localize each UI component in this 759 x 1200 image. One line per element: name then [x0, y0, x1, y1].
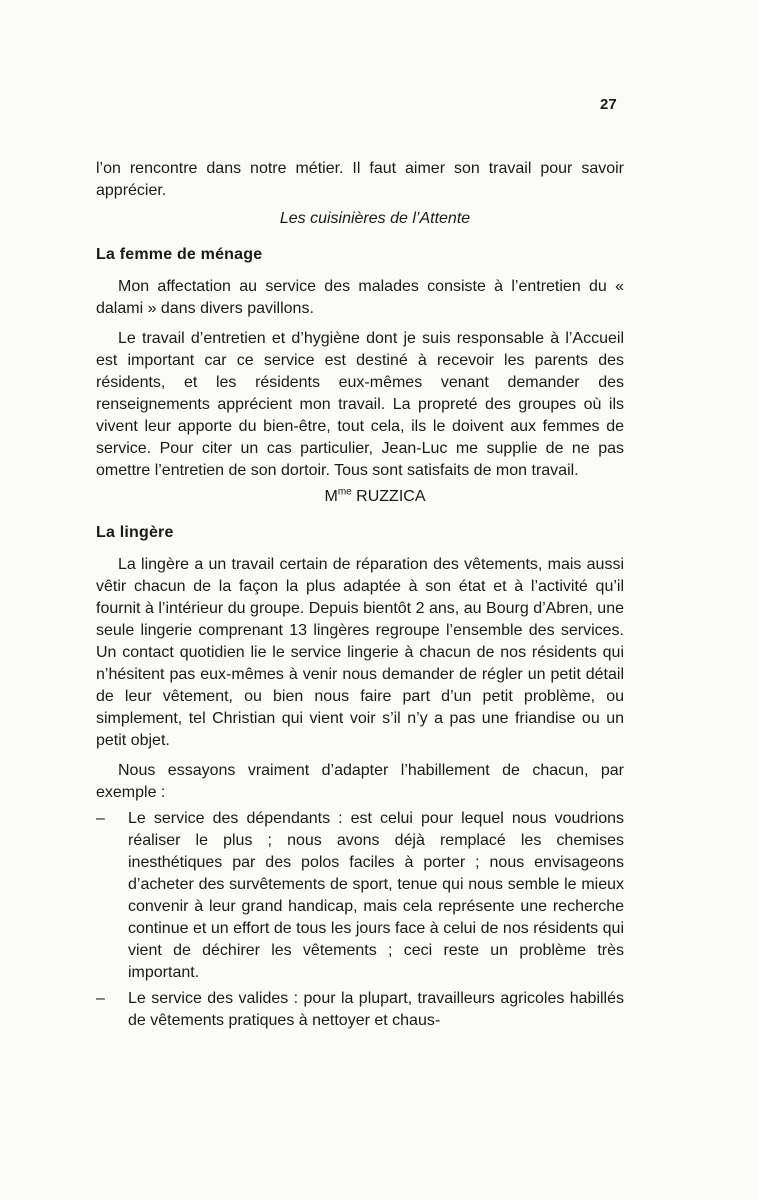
list-item-text: Le service des dépendants : est celui pour lequel nous voudrions réaliser le plus ; nous avons déjà remplacé les chemises inesthétiques par des polos faciles à porter ; nous envisageons d’acheter des survêtements de sport, tenue qui nous semble le mieux convenir à leur grand handicap, mais cela représente une recherche continue et un effort de tous les jours face à celui de nos résidents qui vient de déchirer les vêtements ; ceci reste un problème très important. [128, 810, 624, 981]
list-item [96, 988, 624, 1032]
list-item-text: Le service des valides : pour la plupart, travailleurs agricoles habillés de vêtements pratiques à nettoyer et chaus- [128, 990, 624, 1029]
signature-title: me [337, 486, 352, 498]
lingere-paragraph-1: La lingère a un travail certain de réparation des vêtements, mais aussi vêtir chacun de la façon la plus adaptée à son état et à l’activité qu’il fournit à l’intérieur du groupe. Depuis bientôt 2 ans, au Bourg d’Abren, une seule lingerie comprenant 13 lingères regroupe l’ensemble des services. Un contact quotidien lie le service lingerie à chacun de nos résidents qui n’hésitent pas eux-mêmes à venir nous demander de régler un petit détail de leur vêtement, ou bien nous faire part d’un petit problème, ou simplement, tel Christian qui vient voir s’il n’y a pas une friandise ou un petit objet. [96, 556, 624, 749]
signature-prefix: M [324, 488, 338, 505]
section-heading-lingere: La lingère [96, 524, 174, 541]
page-body [96, 158, 624, 1032]
menage-paragraph-2: Le travail d’entretien et d’hygiène dont je suis responsable à l’Accueil est important car ce service est destiné à recevoir les parents des résidents, et les résidents eux-mêmes venant demander des renseignements apprécient mon travail. La propreté des groupes où ils vivent leur apporte du bien-être, tout cela, ils le doivent aux femmes de service. Pour citer un cas particulier, Jean-Luc me supplie de ne pas omettre l’entretien de son dortoir. Tous sont satisfaits de mon travail. [96, 330, 624, 479]
section-heading-menage: La femme de ménage [96, 246, 263, 263]
intro-signature: Les cuisinières de l’Attente [279, 210, 471, 227]
page-number: 27 [600, 96, 617, 113]
lingere-list [96, 808, 624, 1032]
list-dash: – [96, 990, 105, 1007]
menage-signature [96, 486, 624, 508]
lingere-paragraph-2: Nous essayons vraiment d’adapter l’habillement de chacun, par exemple : [96, 762, 624, 801]
signature-name: RUZZICA [356, 488, 426, 505]
list-dash: – [96, 810, 105, 827]
list-item [96, 808, 624, 984]
menage-paragraph-1: Mon affectation au service des malades consiste à l’entretien du « dalami » dans divers pavillons. [96, 278, 624, 317]
intro-paragraph: l’on rencontre dans notre métier. Il faut aimer son travail pour savoir apprécier. [96, 160, 624, 199]
